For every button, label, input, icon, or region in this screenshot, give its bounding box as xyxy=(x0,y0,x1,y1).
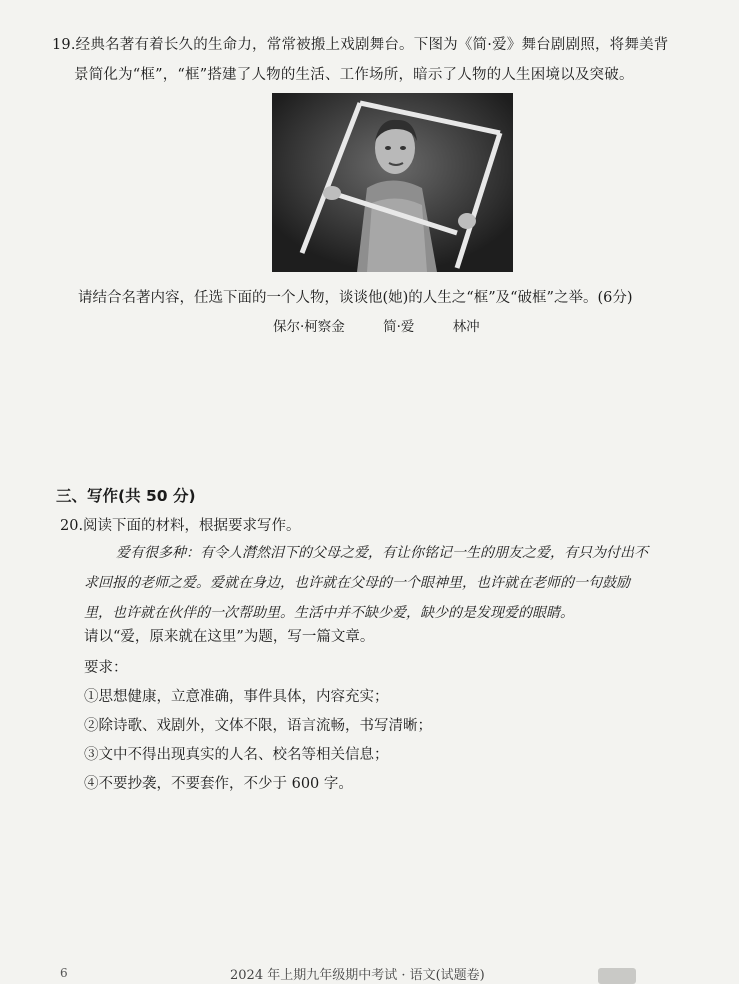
option-jane-eyre: 简·爱 xyxy=(383,319,415,335)
question-19-stem-line-1: 19.经典名著有着长久的生命力，常常被搬上戏剧舞台。下图为《简·爱》舞台剧剧照，将舞美背 xyxy=(52,37,669,53)
question-19-prompt: 请结合名著内容，任选下面的一个人物，谈谈他(她)的人生之“框”及“破框”之举。(6分) xyxy=(78,290,633,306)
page-footer: 2024 年上期九年级期中考试 · 语文(试题卷) xyxy=(230,968,485,983)
question-19-stem-line-2: 景简化为“框”，“框”搭建了人物的生活、工作场所，暗示了人物的人生困境以及突破。 xyxy=(74,67,634,83)
character-options xyxy=(273,315,514,335)
requirement-4: ④不要抄袭，不要套作，不少于 600 字。 xyxy=(84,776,353,792)
requirement-1: ①思想健康，立意准确，事件具体，内容充实； xyxy=(84,689,389,705)
requirement-2: ②除诗歌、戏剧外，文体不限，语言流畅，书写清晰； xyxy=(84,718,432,734)
requirement-3: ③文中不得出现真实的人名、校名等相关信息； xyxy=(84,747,389,763)
requirements-list xyxy=(84,654,432,799)
option-lin-chong: 林冲 xyxy=(452,319,480,335)
option-pavel-korchagin: 保尔·柯察金 xyxy=(273,319,345,335)
material-line-2: 求回报的老师之爱。爱就在身边，也许就在父母的一个眼神里，也许就在老师的一句鼓励 xyxy=(84,575,630,591)
material-line-3: 里，也许就在伙伴的一次帮助里。生活中并不缺少爱，缺少的是发现爱的眼睛。 xyxy=(84,605,574,621)
scan-corner-mark xyxy=(598,968,636,984)
stage-photo-illustration xyxy=(272,93,513,272)
page-number: 6 xyxy=(60,966,68,980)
stage-play-photo xyxy=(272,93,513,272)
essay-title-instruction: 请以“爱，原来就在这里”为题，写一篇文章。 xyxy=(84,629,375,645)
reading-material xyxy=(84,538,712,628)
question-20-intro: 20.阅读下面的材料，根据要求写作。 xyxy=(60,518,301,534)
material-line-1: 爱有很多种：有令人潸然泪下的父母之爱，有让你铭记一生的朋友之爱，有只为付出不 xyxy=(116,545,648,561)
section-3-heading: 三、写作(共 50 分) xyxy=(56,487,196,505)
requirements-label: 要求： xyxy=(84,660,128,676)
